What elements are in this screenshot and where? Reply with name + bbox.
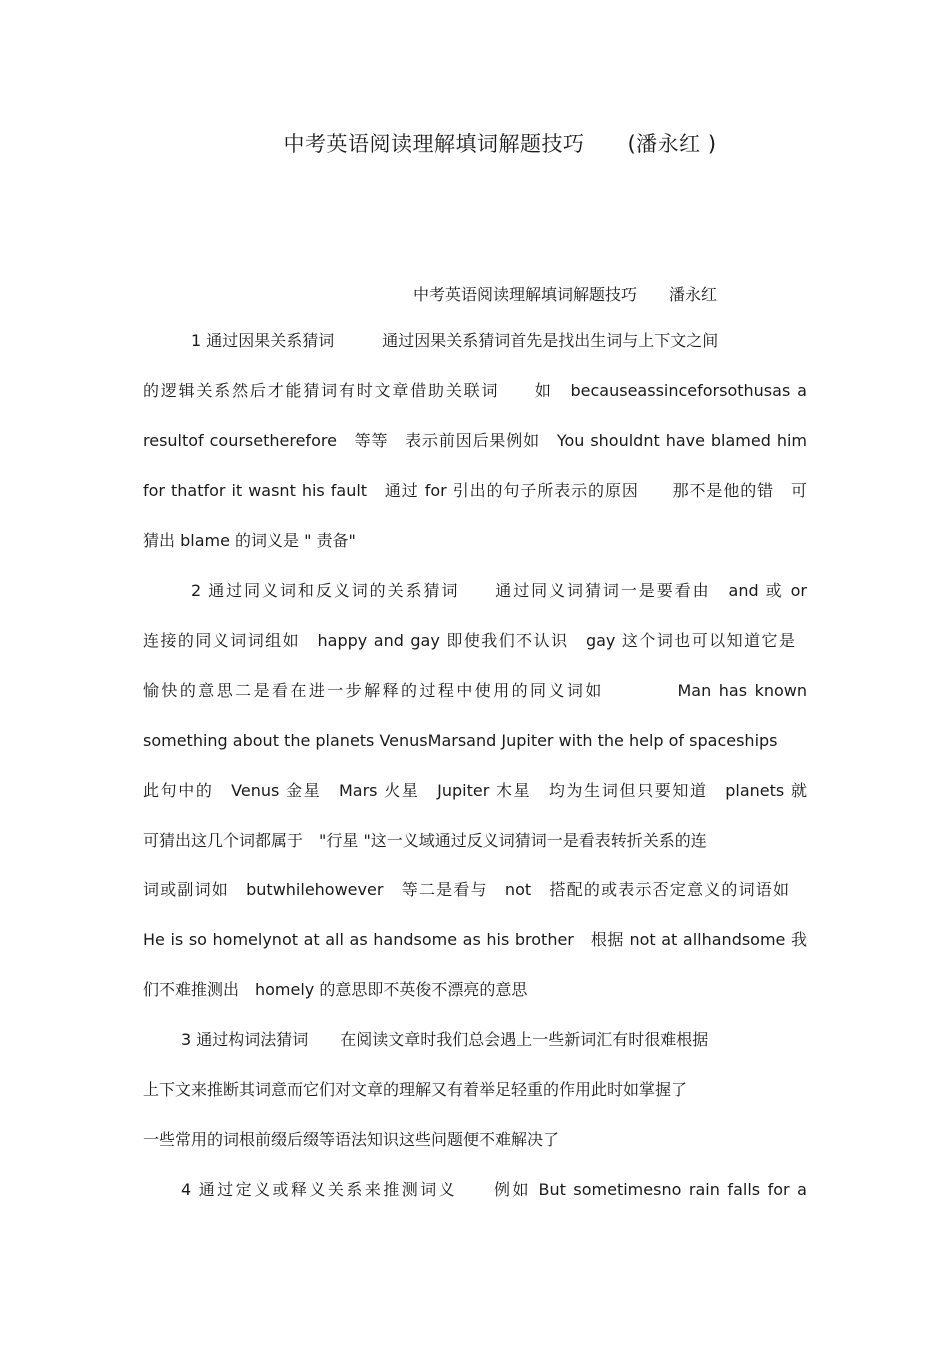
paragraph-3-line-2: 上下文来推断其词意而它们对文章的理解又有着举足轻重的作用此时如掌握了 <box>143 1080 688 1099</box>
paragraph-1-line-1: 1 通过因果关系猜词 通过因果关系猜词首先是找出生词与上下文之间 <box>191 331 719 350</box>
paragraph-1-line-2: 的逻辑关系然后才能猜词有时文章借助关联词 如 becauseassinceforsothusas a <box>143 381 807 400</box>
document-title: 中考英语阅读理解填词解题技巧 (潘永红 ) <box>283 132 717 156</box>
paragraph-2-line-3: 愉快的意思二是看在进一步解释的过程中使用的同义词如 Man has known <box>143 681 807 700</box>
paragraph-2-line-6: 可猜出这几个词都属于 "行星 "这一义域通过反义词猜词一是看表转折关系的连 <box>143 831 707 850</box>
paragraph-1-line-3: resultof coursetherefore 等等 表示前因后果例如 You shouldnt have blamed him <box>143 431 807 450</box>
paragraph-2-line-1: 2 通过同义词和反义词的关系猜词 通过同义词猜词一是要看由 and 或 or <box>191 581 807 600</box>
document-subtitle: 中考英语阅读理解填词解题技巧 潘永红 <box>413 285 718 304</box>
paragraph-3-line-3: 一些常用的词根前缀后缀等语法知识这些问题便不难解决了 <box>143 1130 560 1149</box>
paragraph-4-line-1: 4 通过定义或释义关系来推测词义 例如 But sometimesno rain falls for a <box>181 1180 807 1199</box>
paragraph-2-line-8: He is so homelynot at all as handsome as his brother 根据 not at allhandsome 我 <box>143 930 807 949</box>
paragraph-2-line-5: 此句中的 Venus 金星 Mars 火星 Jupiter 木星 均为生词但只要知道 planets 就 <box>143 781 807 800</box>
paragraph-1-line-5: 猜出 blame 的词义是 " 责备" <box>143 531 356 550</box>
paragraph-2-line-7: 词或副词如 butwhilehowever 等二是看与 not 搭配的或表示否定意义的词语如 <box>143 880 789 899</box>
paragraph-2-line-4: something about the planets VenusMarsand Jupiter with the help of spaceships <box>143 731 778 750</box>
paragraph-3-line-1: 3 通过构词法猜词 在阅读文章时我们总会遇上一些新词汇有时很难根据 <box>181 1030 709 1049</box>
paragraph-1-line-4: for thatfor it wasnt his fault 通过 for 引出的句子所表示的原因 那不是他的错 可 <box>143 481 807 500</box>
paragraph-2-line-2: 连接的同义词词组如 happy and gay 即使我们不认识 gay 这个词也可以知道它是 <box>143 631 795 650</box>
paragraph-2-line-9: 们不难推测出 homely 的意思即不英俊不漂亮的意思 <box>143 980 528 999</box>
